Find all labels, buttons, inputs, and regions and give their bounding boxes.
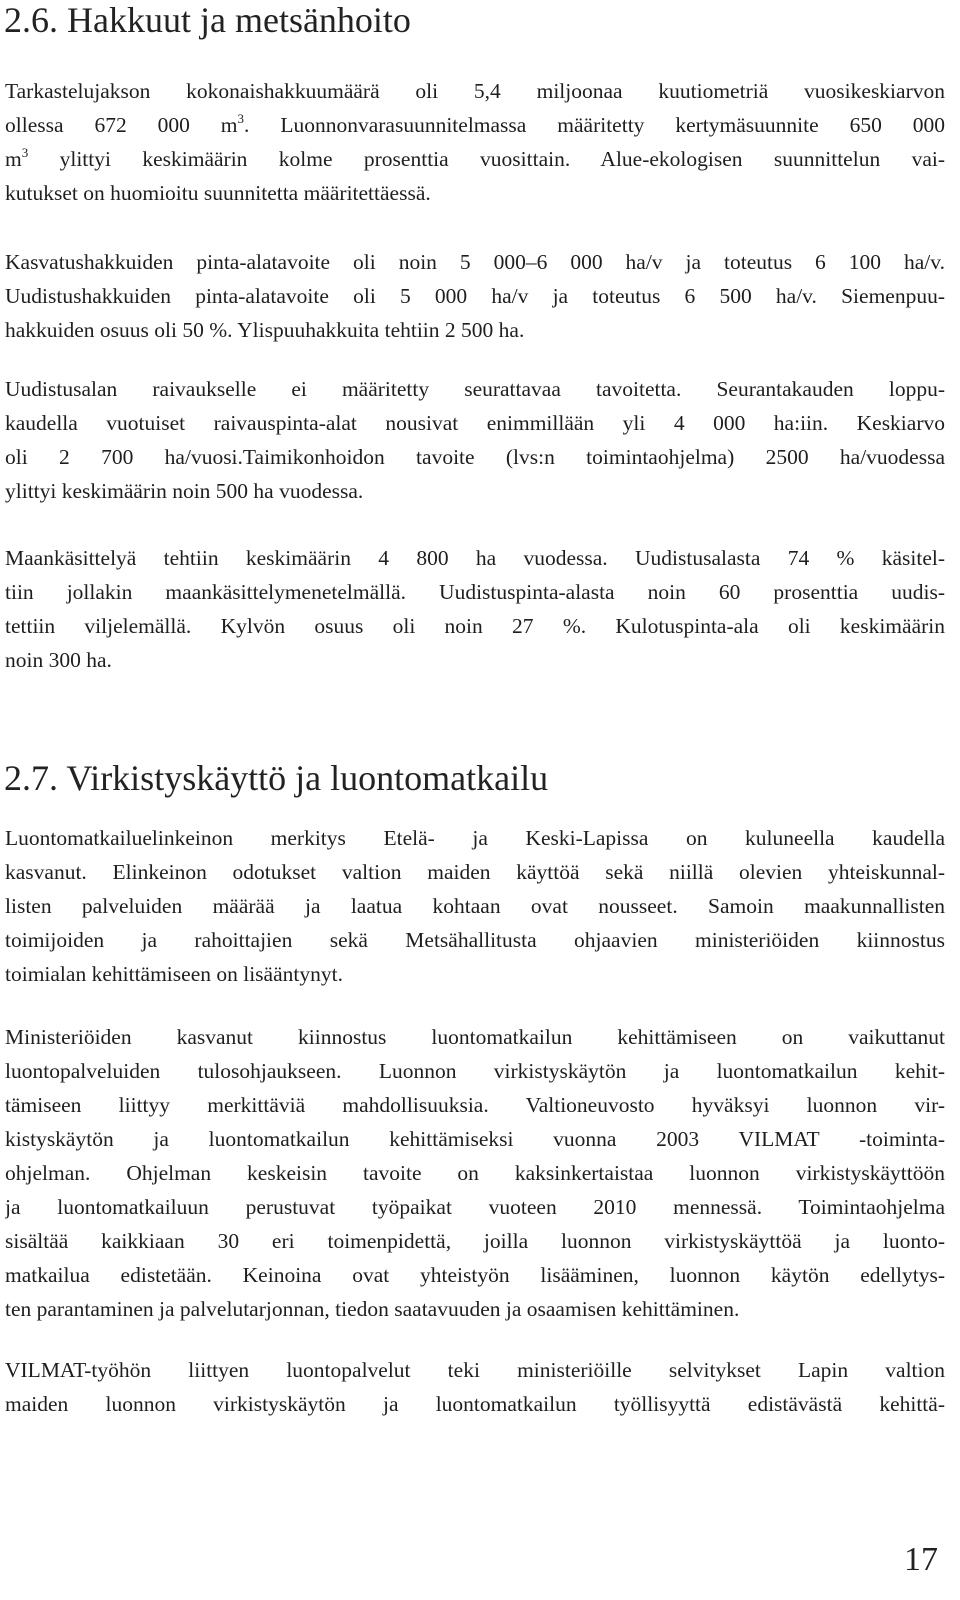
text-line: noin 300 ha. <box>5 648 112 672</box>
section-heading-2-6: 2.6. Hakkuut ja metsänhoito <box>4 0 411 40</box>
text-line: kaudella vuotuiset raivauspinta-alat nousivat enimmillään yli 4 000 ha:iin. Keskiarvo <box>5 411 945 435</box>
text-line: ohjelman. Ohjelman keskeisin tavoite on kaksinkertaistaa luonnon virkistyskäyttöön <box>5 1161 945 1185</box>
text-line: oli 2 700 ha/vuosi.Taimikonhoidon tavoite (lvs:n toimintaohjelma) 2500 ha/vuodessa <box>5 445 945 469</box>
text-line: ja luontomatkailuun perustuvat työpaikat vuoteen 2010 mennessä. Toimintaohjelma <box>5 1195 945 1219</box>
paragraph-harvest-volume <box>5 74 945 210</box>
text-line: maiden luonnon virkistyskäytön ja luontomatkailun työllisyyttä edistävästä kehittä- <box>5 1392 945 1416</box>
text-line: toimialan kehittämiseen on lisääntynyt. <box>5 962 343 986</box>
paragraph-vilmat-work <box>5 1353 945 1421</box>
paragraph-ministries-vilmat <box>5 1020 945 1326</box>
text-line: Kasvatushakkuiden pinta-alatavoite oli noin 5 000–6 000 ha/v ja toteutus 6 100 ha/v. <box>5 250 945 274</box>
text-line: hakkuiden osuus oli 50 %. Ylispuuhakkuita tehtiin 2 500 ha. <box>5 318 525 342</box>
text-line: luontopalveluiden tulosohjaukseen. Luonnon virkistyskäytön ja luontomatkailun kehit- <box>5 1059 945 1083</box>
text-line: matkailua edistetään. Keinoina ovat yhteistyön lisääminen, luonnon käytön edellytys- <box>5 1263 945 1287</box>
text-line <box>5 108 945 142</box>
superscript-3: 3 <box>21 145 29 160</box>
text-line: ylittyi keskimäärin noin 500 ha vuodessa. <box>5 479 364 503</box>
text-line: toimijoiden ja rahoittajien sekä Metsähallitusta ohjaavien ministeriöiden kiinnostus <box>5 928 945 952</box>
text-line: tiin jollakin maankäsittelymenetelmällä. Uudistuspinta-alasta noin 60 prosenttia uudis- <box>5 580 945 604</box>
text-line: kistyskäytön ja luontomatkailun kehittämiseksi vuonna 2003 VILMAT -toiminta- <box>5 1127 945 1151</box>
text-line: kutukset on huomioitu suunnitetta määritettäessä. <box>5 181 431 205</box>
paragraph-thinning-targets <box>5 245 945 347</box>
text-line: VILMAT-työhön liittyen luontopalvelut teki ministeriöille selvitykset Lapin valtion <box>5 1358 945 1382</box>
text-fragment: . Luonnonvarasuunnitelmassa määritetty kertymäsuunnite 650 000 <box>244 113 945 137</box>
paragraph-soil-preparation <box>5 541 945 677</box>
text-fragment: m <box>5 147 22 171</box>
section-heading-2-7: 2.7. Virkistyskäyttö ja luontomatkailu <box>4 758 549 798</box>
text-line: kasvanut. Elinkeinon odotukset valtion maiden käyttöä sekä niillä olevien yhteiskunnal- <box>5 860 945 884</box>
text-line: sisältää kaikkiaan 30 eri toimenpidettä, joilla luonnon virkistyskäyttöä ja luonto- <box>5 1229 945 1253</box>
text-line: tettiin viljelemällä. Kylvön osuus oli noin 27 %. Kulotuspinta-ala oli keskimäärin <box>5 614 945 638</box>
text-line <box>5 142 945 176</box>
text-line: Ministeriöiden kasvanut kiinnostus luontomatkailun kehittämiseen on vaikuttanut <box>5 1025 945 1049</box>
text-line: Uudistushakkuiden pinta-alatavoite oli 5 000 ha/v ja toteutus 6 500 ha/v. Siemenpuu- <box>5 284 945 308</box>
text-line: Maankäsittelyä tehtiin keskimäärin 4 800 ha vuodessa. Uudistusalasta 74 % käsitel- <box>5 546 945 570</box>
text-line: Luontomatkailuelinkeinon merkitys Etelä- ja Keski-Lapissa on kuluneella kaudella <box>5 826 945 850</box>
page-number: 17 <box>904 1541 938 1578</box>
paragraph-nature-tourism <box>5 821 945 991</box>
text-fragment: ylittyi keskimäärin kolme prosenttia vuosittain. Alue-ekologisen suunnittelun vai- <box>28 147 945 171</box>
paragraph-clearing <box>5 372 945 508</box>
text-line: Uudistusalan raivaukselle ei määritetty seurattavaa tavoitetta. Seurantakauden loppu- <box>5 377 945 401</box>
text-line: ten parantaminen ja palvelutarjonnan, tiedon saatavuuden ja osaamisen kehittäminen. <box>5 1297 740 1321</box>
text-fragment: ollessa 672 000 m <box>5 113 238 137</box>
text-line: listen palveluiden määrää ja laatua kohtaan ovat nousseet. Samoin maakunnallisten <box>5 894 945 918</box>
text-line: Tarkastelujakson kokonaishakkuumäärä oli 5,4 miljoonaa kuutiometriä vuosikeskiarvon <box>5 79 945 103</box>
text-line: tämiseen liittyy merkittäviä mahdollisuuksia. Valtioneuvosto hyväksyi luonnon vir- <box>5 1093 945 1117</box>
superscript-3: 3 <box>237 111 245 126</box>
